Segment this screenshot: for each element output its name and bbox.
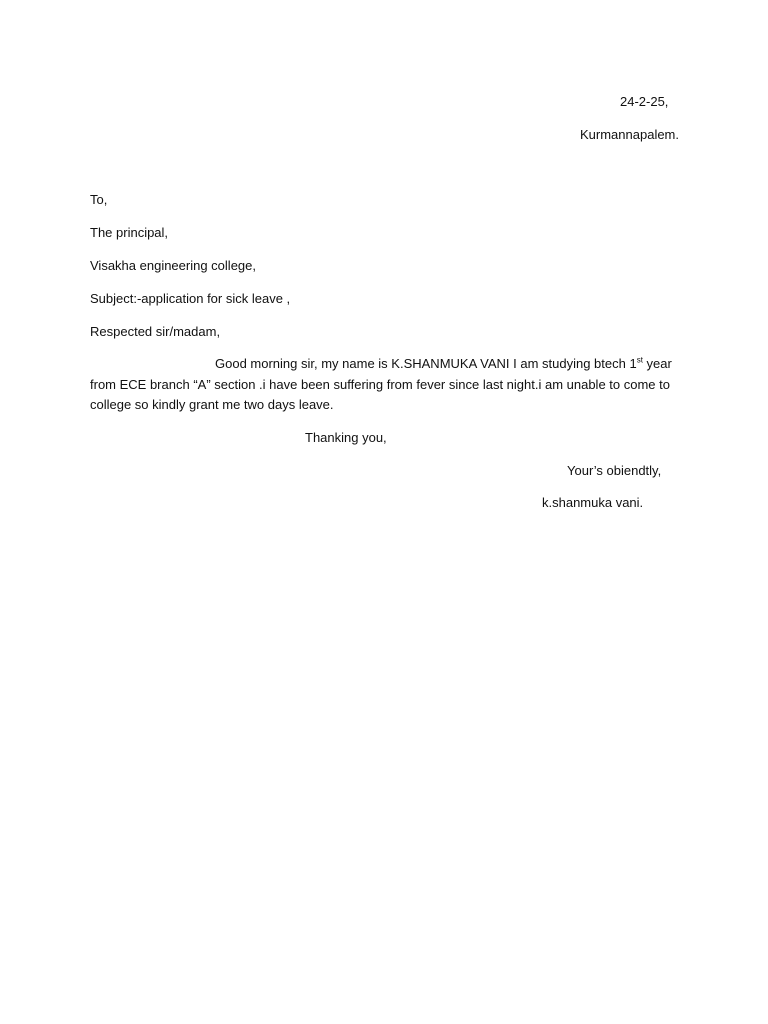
ordinal-suffix: st [636, 355, 643, 365]
letter-place: Kurmannapalem. [580, 127, 679, 142]
thanks-line: Thanking you, [305, 430, 387, 445]
letter-body [90, 354, 675, 416]
recipient-org: Visakha engineering college, [90, 258, 256, 273]
subject-line: Subject:-application for sick leave , [90, 291, 291, 306]
body-text-part2: year from ECE branch “A” section .i have been suffering from fever since last night.i am unable to come to college so kindly grant me two days leave. [90, 356, 672, 412]
signature: k.shanmuka vani. [542, 495, 644, 510]
body-text-part1: Good morning sir, my name is K.SHANMUKA VANI I am studying btech 1 [215, 356, 637, 371]
salutation: Respected sir/madam, [90, 324, 221, 339]
closing-line: Your’s obiendtly, [567, 463, 662, 478]
letter-date: 24-2-25, [620, 94, 669, 109]
to-line: To, [90, 192, 108, 207]
recipient-title: The principal, [90, 225, 169, 240]
